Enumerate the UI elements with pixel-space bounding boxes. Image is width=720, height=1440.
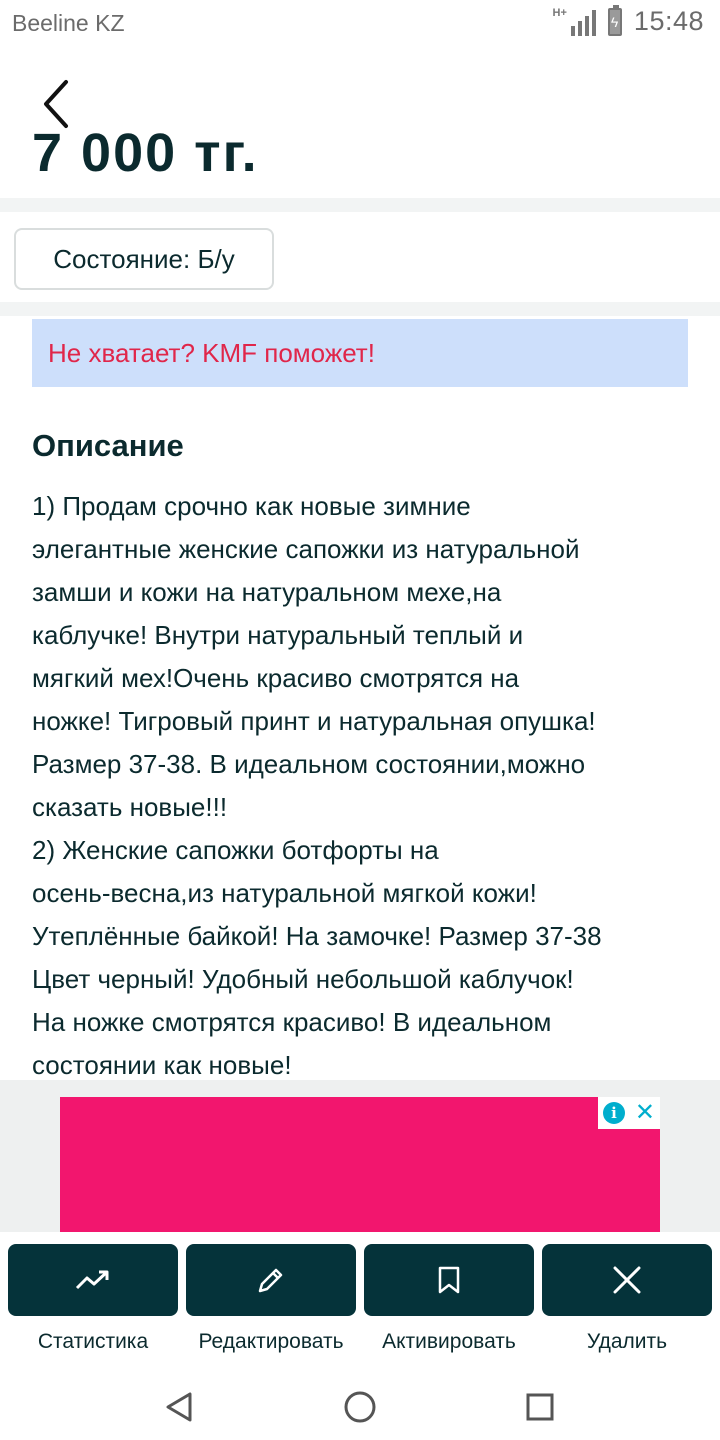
recents-square-icon <box>525 1392 555 1422</box>
condition-chip[interactable] <box>14 228 274 290</box>
attributes-row <box>0 212 720 302</box>
status-bar <box>0 0 720 50</box>
bookmark-icon <box>436 1265 462 1295</box>
signal-icon <box>553 8 596 36</box>
carrier-name: Beeline KZ <box>12 10 125 36</box>
page-header <box>0 50 720 198</box>
promo-banner[interactable] <box>32 319 688 387</box>
section-divider <box>0 302 720 316</box>
ad-choices-badge[interactable] <box>598 1097 660 1129</box>
status-time: 15:48 <box>633 6 704 36</box>
nav-home-button[interactable] <box>335 1382 385 1432</box>
description-title: Описание <box>32 428 184 463</box>
nav-recents-button[interactable] <box>515 1382 565 1432</box>
system-navigation-bar <box>0 1372 720 1440</box>
action-bar <box>0 1232 720 1372</box>
home-circle-icon <box>343 1390 377 1424</box>
network-type-label: H+ <box>552 6 567 19</box>
info-icon[interactable]: i <box>603 1102 625 1124</box>
promo-text: Не хватает? KMF поможет! <box>48 337 375 368</box>
condition-label: Состояние: Б/у <box>53 243 235 274</box>
delete-button[interactable] <box>542 1244 712 1316</box>
ad-banner[interactable] <box>60 1097 660 1232</box>
back-button[interactable] <box>36 76 80 132</box>
edit-button[interactable] <box>186 1244 356 1316</box>
chevron-left-icon <box>36 76 80 132</box>
listing-price: 7 000 тг. <box>32 123 259 183</box>
back-triangle-icon <box>164 1391 196 1423</box>
delete-label: Удалить <box>586 1330 668 1353</box>
activate-button[interactable] <box>364 1244 534 1316</box>
statistics-button[interactable] <box>8 1244 178 1316</box>
trending-up-icon <box>75 1268 111 1292</box>
activate-label: Активировать <box>382 1330 516 1353</box>
close-icon <box>612 1265 642 1295</box>
nav-back-button[interactable] <box>155 1382 205 1432</box>
battery-charging-icon: ϟ <box>608 8 622 36</box>
edit-label: Редактировать <box>198 1330 344 1353</box>
statistics-label: Статистика <box>37 1330 149 1353</box>
section-divider <box>0 198 720 212</box>
ad-container <box>0 1080 720 1232</box>
status-icons <box>553 6 704 37</box>
description-text: 1) Продам срочно как новые зимние элегантные женские сапожки из натуральной замши и кожи на натуральном мехе,на каблучке! Внутри натуральный теплый и мягкий мех!Очень красиво смотрятся на ножке! Тигровый принт и натуральная опушка! Размер 37-38. В идеальном состоянии,можно сказать новые!!! 2) Женские сапожки ботфорты на осень-весна,из натуральной мягкой кожи! Утеплённые байкой! На замочке! Размер 37-38 Цвет черный! Удобный небольшой каблучок! На ножке смотрятся красиво! В идеальном состоянии как новые! <box>32 491 602 1080</box>
close-icon[interactable]: ✕ <box>634 1099 656 1126</box>
pencil-icon <box>256 1265 286 1295</box>
